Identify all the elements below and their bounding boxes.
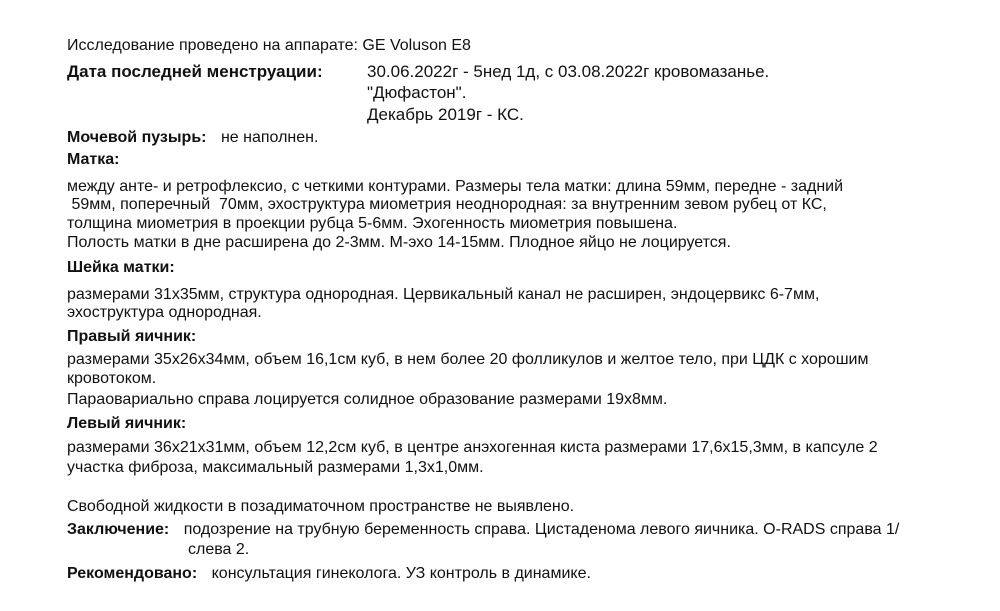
conclusion-text-2: слева 2. — [188, 541, 250, 558]
left-ovary-line-2: участка фиброза, максимальный размерами 1,3х1,0мм. — [67, 459, 484, 476]
left-ovary-line-1: размерами 36x21x31мм, объем 12,2см куб, в центре анэхогенная киста размерами 17,6х15,3мм, в капсуле 2 — [67, 439, 878, 456]
device-line — [67, 36, 471, 56]
bladder-label: Мочевой пузырь: — [67, 129, 207, 146]
lmp-line-3: Декабрь 2019г - КС. — [367, 105, 524, 124]
recommendation-label: Рекомендовано: — [67, 565, 198, 582]
conclusion-label: Заключение: — [67, 521, 170, 538]
recommendation-line — [67, 564, 591, 584]
left-ovary-heading: Левый яичник: — [67, 415, 187, 432]
right-ovary-heading: Правый яичник: — [67, 328, 197, 345]
uterus-line-3: толщина миометрия в проекции рубца 5-6мм. Эхогенность миометрия повышена. — [67, 215, 678, 232]
right-ovary-line-1: размерами 35x26x34мм, объем 16,1см куб, в нем более 20 фолликулов и желтое тело, при ЦДК с хорошим — [67, 351, 869, 368]
uterus-line-4: Полость матки в дне расширена до 2-3мм. М-эхо 14-15мм. Плодное яйцо не лоцируется. — [67, 234, 731, 251]
recommendation-value: консультация гинеколога. УЗ контроль в динамике. — [211, 565, 591, 582]
free-fluid-line: Свободной жидкости в позадиматочном пространстве не выявлено. — [67, 498, 575, 515]
lmp-line-2: "Дюфастон". — [367, 83, 467, 102]
uterus-heading: Матка: — [67, 151, 120, 168]
bladder-line — [67, 128, 318, 148]
cervix-heading: Шейка матки: — [67, 259, 175, 276]
cervix-line-2: эхоструктура однородная. — [67, 304, 262, 321]
right-ovary-line-3: Параовариально справа лоцируется солидное образование размерами 19х8мм. — [67, 391, 668, 408]
uterus-line-1: между анте- и ретрофлексио, с четкими контурами. Размеры тела матки: длина 59мм, передне - задний — [67, 178, 844, 195]
lmp-label: Дата последней менструации: — [67, 62, 323, 81]
conclusion-line-1 — [67, 520, 899, 540]
device-label: Исследование проведено на аппарате: — [67, 37, 358, 54]
device-value: GE Voluson E8 — [362, 37, 471, 54]
right-ovary-line-2: кровотоком. — [67, 370, 157, 387]
cervix-line-1: размерами 31x35мм, структура однородная. Цервикальный канал не расширен, эндоцервикс 6-7мм, — [67, 286, 820, 303]
bladder-value: не наполнен. — [220, 129, 319, 146]
conclusion-text-1: подозрение на трубную беременность справа. Цистаденома левого яичника. O-RADS справа 1/ — [183, 521, 900, 538]
lmp-line-1: 30.06.2022г - 5нед 1д, с 03.08.2022г кровомазанье. — [367, 62, 770, 81]
uterus-line-2: 59мм, поперечный 70мм, эхоструктура миометрия неоднородная: за внутренним зевом рубец от КС, — [67, 196, 827, 213]
